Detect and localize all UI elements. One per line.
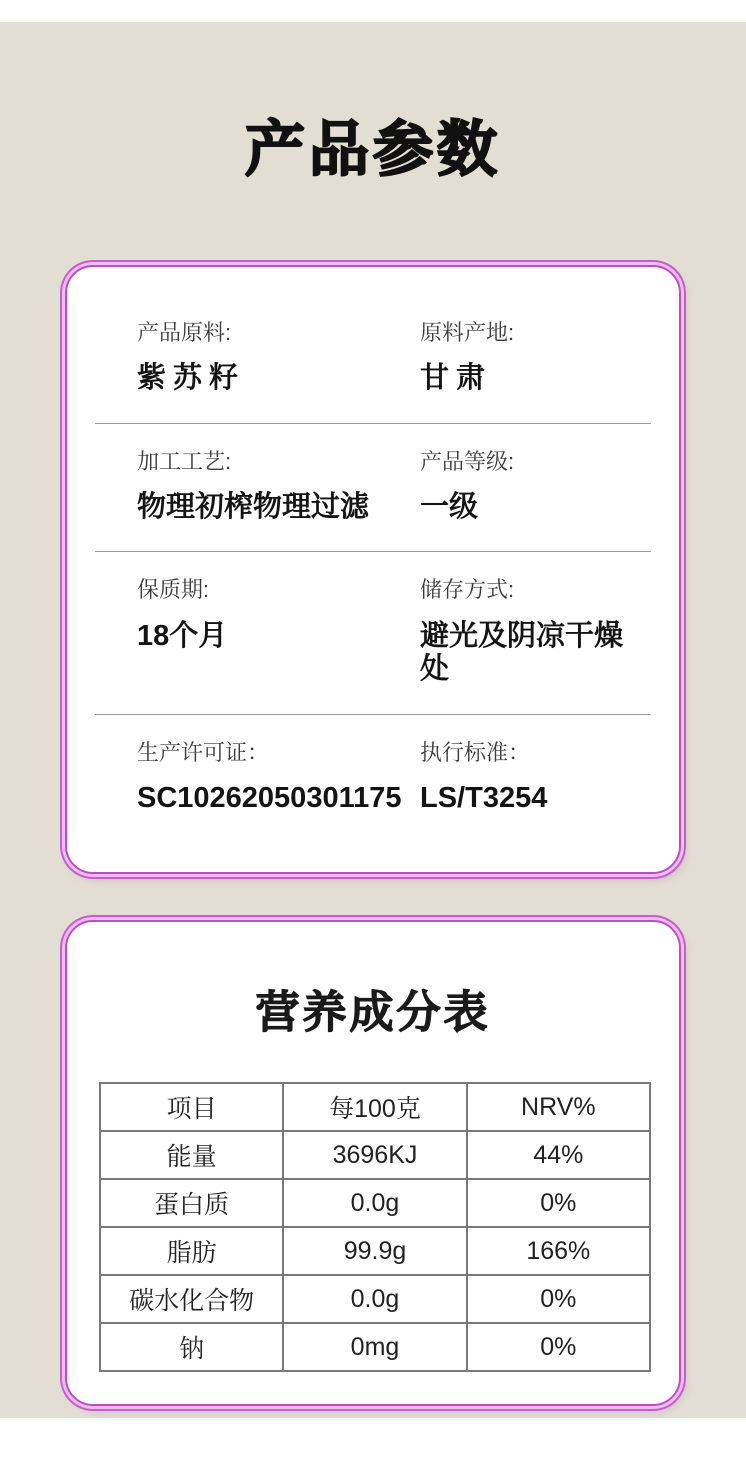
page-title: 产品参数 (245, 116, 501, 183)
nutrition-cell: 0.0g (283, 1179, 466, 1227)
nutrition-header-cell: 项目 (100, 1083, 283, 1131)
spec-row-license-standard (101, 715, 645, 843)
spec-value: 紫苏籽 (137, 362, 246, 395)
top-white-strip (0, 0, 746, 22)
nutrition-header-cell: 每100克 (283, 1083, 466, 1131)
nutrition-row-energy (100, 1131, 650, 1179)
spec-label: 加工工艺: (137, 448, 232, 474)
nutrition-cell: 脂肪 (100, 1227, 283, 1275)
nutrition-header-row (100, 1083, 650, 1131)
nutrition-cell: 3696KJ (283, 1131, 466, 1179)
nutrition-table (99, 1082, 651, 1372)
nutrition-cell: 钠 (100, 1323, 283, 1371)
nutrition-header-cell: NRV% (467, 1083, 650, 1131)
spec-value: 甘肃 (420, 362, 493, 395)
nutrition-cell: 碳水化合物 (100, 1275, 283, 1323)
nutrition-cell: 166% (467, 1227, 650, 1275)
spec-value: LS/T3254 (420, 781, 548, 814)
nutrition-cell: 蛋白质 (100, 1179, 283, 1227)
bottom-white-strip (0, 1418, 746, 1460)
nutrition-title: 营养成分表 (255, 988, 491, 1038)
nutrition-cell: 0% (467, 1323, 650, 1371)
spec-cell-grade (420, 449, 645, 525)
spec-cell-material (137, 320, 420, 396)
nutrition-row-fat (100, 1227, 650, 1275)
spec-row-material-origin (101, 295, 645, 423)
spec-card (65, 265, 681, 874)
product-parameters-section (0, 22, 746, 1418)
spec-value: 18个月 (137, 619, 228, 652)
nutrition-cell: 0.0g (283, 1275, 466, 1323)
nutrition-cell: 0% (467, 1179, 650, 1227)
spec-cell-storage (420, 577, 645, 686)
spec-label: 产品原料: (137, 320, 232, 345)
spec-value: 避光及阴凉干燥处 (420, 619, 624, 686)
nutrition-row-sodium (100, 1323, 650, 1371)
spec-row-shelflife-storage (101, 552, 645, 713)
spec-label: 产品等级: (420, 448, 515, 474)
spec-label: 储存方式: (420, 577, 515, 603)
nutrition-cell: 0mg (283, 1323, 466, 1371)
nutrition-cell: 99.9g (283, 1227, 466, 1275)
spec-cell-origin (420, 320, 645, 396)
nutrition-cell: 能量 (100, 1131, 283, 1179)
nutrition-cell: 44% (467, 1131, 650, 1179)
spec-value: 物理初榨物理过滤 (137, 491, 370, 524)
spec-cell-license (137, 740, 420, 816)
spec-label: 保质期: (137, 577, 210, 603)
spec-cell-standard (420, 740, 645, 816)
spec-label: 执行标准： (420, 739, 531, 765)
nutrition-cell: 0% (467, 1275, 650, 1323)
spec-label: 原料产地: (420, 320, 515, 345)
spec-label: 生产许可证： (137, 739, 270, 765)
spec-cell-process (137, 449, 420, 525)
spec-value: SC10262050301175 (137, 781, 402, 814)
spec-row-process-grade (101, 424, 645, 552)
nutrition-row-protein (100, 1179, 650, 1227)
spec-cell-shelf-life (137, 577, 420, 686)
nutrition-card (65, 920, 681, 1406)
nutrition-row-carbohydrate (100, 1275, 650, 1323)
spec-value: 一级 (420, 491, 479, 524)
